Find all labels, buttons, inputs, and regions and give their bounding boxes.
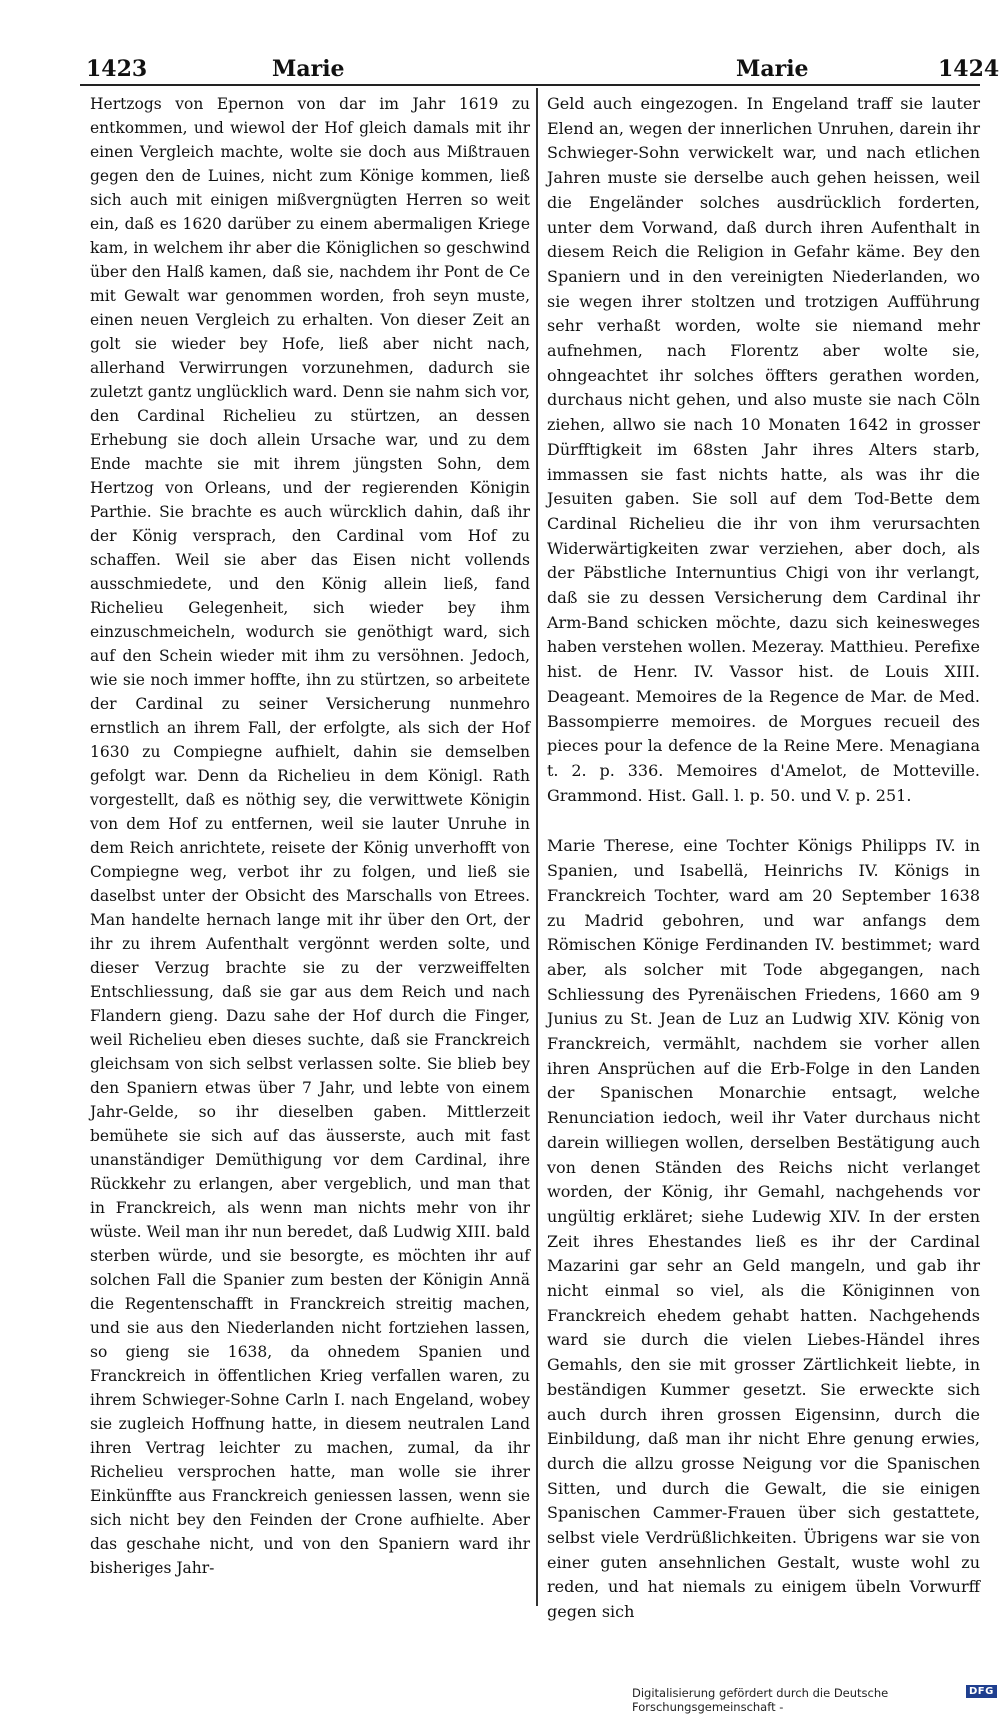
left-paragraph: Hertzogs von Epernon von dar im Jahr 1619 zu entkommen, und wiewol der Hof gleich damals mit ihr einen Vergleich machte, wolte sie doch aus Mißtrauen gegen den de Luines, nicht zum Könige kommen, ließ sich auch mit einigen mißvergnügten Herren so weit ein, daß es 1620 darüber zu einem abermaligen Kriege kam, in welchem ihr aber die Königlichen so geschwind über den Halß kamen, daß sie, nachdem ihr Pont de Ce mit Gewalt war genommen worden, froh seyn muste, einen neuen Vergleich zu erhalten. Von dieser Zeit an golt sie wieder bey Hofe, ließ aber nicht nach, allerhand Verwirrungen vorzunehmen, dadurch sie zuletzt gantz unglücklich ward. Denn sie nahm sich vor, den Cardinal Richelieu zu stürtzen, an dessen Erhebung sie doch allein Ursache war, und zu dem Ende machte sie mit ihrem jüngsten Sohn, dem Hertzog von Orleans, und der regierenden Königin Parthie. Sie brachte es auch würcklich dahin, daß ihr der König versprach, den Cardinal vom Hof zu schaffen. Weil sie aber das Eisen nicht vollends ausschmiedete, und den König allein ließ, fand Richelieu Gelegenheit, sich wieder bey ihm einzuschmeicheln, wodurch sie genöthigt ward, sich auf den Schein wieder mit ihm zu versöhnen. Jedoch, wie sie noch immer hoffte, ihn zu stürtzen, so arbeitete der Cardinal zu seiner Versicherung nunmehro ernstlich an ihrem Fall, der erfolgte, als sich der Hof 1630 zu Compiegne aufhielt, dahin sie demselben gefolgt war. Denn da Richelieu in dem Königl. Rath vorgestellt, daß es nöthig sey, die verwittwete Königin von dem Hof zu entfernen, weil sie lauter Unruhe in dem Reich anrichtete, reisete der König unverhofft von Compiegne weg, verbot ihr zu folgen, und ließ sie daselbst unter der Obsicht des Marschalls von Etrees. Man handelte hernach lange mit ihr über den Ort, der ihr zu ihrem Aufenthalt vergönnt werden solte, und dieser Verzug brachte sie zu der verzweiffelten Entschliessung, daß sie gar aus dem Reich und nach Flandern gieng. Dazu sahe der Hof durch die Finger, weil Richelieu eben dieses suchte, daß sie Franckreich gleichsam von sich selbst verlassen solte. Sie blieb bey den Spaniern etwas über 7 Jahr, und lebte von einem Jahr-Gelde, so ihr dieselben gaben. Mittlerzeit bemühete sie sich auf das äusserste, auch mit fast unanständiger Demüthigung vor dem Cardinal, ihre Rückkehr zu erlangen, aber vergeblich, und man that in Franckreich, als wenn man nichts mehr von ihr wüste. Weil man ihr nun beredet, daß Ludwig XIII. bald sterben würde, und sie besorgte, es möchten ihr auf solchen Fall die Spanier zum besten der Königin Annä die Regentenschafft in Franckreich streitig machen, und sie aus den Niederlanden nicht fortziehen lassen, so gieng sie 1638, da ohnedem Spanien und Franckreich in öffentlichen Krieg verfallen waren, zu ihrem Schwieger-Sohne Carln I. nach Engeland, wobey sie zugleich Hoffnung hatte, in diesem neutralen Land ihren Vertrag leichter zu machen, zumal, da ihr Richelieu versprochen hatte, man wolle sie ihrer Einkünffte aus Franckreich geniessen lassen, wenn sie sich nicht bey den Feinden der Crone aufhielte. Aber das geschahe nicht, und von den Spaniern ward ihr bisheriges Jahr- — [90, 95, 530, 1577]
column-divider — [536, 88, 538, 1606]
page-number-left: 1423 — [86, 56, 148, 82]
page-number-right: 1424 — [938, 56, 1000, 82]
running-title-left: Marie — [272, 56, 345, 82]
right-column — [547, 92, 980, 1625]
dfg-logo: DFG — [966, 1685, 997, 1698]
digitization-footer: Digitalisierung gefördert durch die Deutsche Forschungsgemeinschaft - — [632, 1686, 889, 1714]
right-paragraph-marie-therese: Marie Therese, eine Tochter Königs Philipps IV. in Spanien, und Isabellä, Heinrichs IV. Königs in Franckreich Tochter, ward am 20 September 1638 zu Madrid gebohren, und war anfangs dem Römischen Könige Ferdinanden IV. bestimmet; ward aber, als solcher mit Tode abgegangen, nach Schliessung des Pyrenäischen Friedens, 1660 am 9 Junius zu St. Jean de Luz an Ludwig XIV. König von Franckreich, vermählt, nachdem sie vorher allen ihren Ansprüchen auf die Erb-Folge in den Landen der Spanischen Monarchie entsagt, welche Renunciation iedoch, weil ihr Vater durchaus nicht darein williegen wollen, derselben Bestätigung auch von denen Ständen des Reichs nicht verlanget worden, der König, ihr Gemahl, nachgehends vor ungültig erkläret; siehe Ludewig XIV. In der ersten Zeit ihres Ehestandes ließ es ihr der Cardinal Mazarini gar sehr an Geld mangeln, und gab ihr nicht einmal so viel, als die Königinnen von Franckreich ehedem gehabt hatten. Nachgehends ward sie durch die vielen Liebes-Händel ihres Gemahls, den sie mit grosser Zärtlichkeit liebte, in beständigen Kummer gesetzt. Sie erweckte sich auch durch ihren grossen Eigensinn, durch die Einbildung, daß man ihr nicht Ehre genung erwies, durch die allzu grosse Neigung vor die Spanischen Sitten, und durch die Gewalt, die sie einigen Spanischen Cammer-Frauen über sich gestattete, selbst viele Verdrüßlichkeiten. Übrigens war sie von einer guten ansehnlichen Gestalt, wuste wohl zu reden, und hat niemals zu einigem übeln Vorwurff gegen sich — [547, 836, 980, 1622]
right-paragraph-marie-medici-end: Geld auch eingezogen. In Engeland traff sie lauter Elend an, wegen der innerlichen Unruhen, darein ihr Schwieger-Sohn verwickelt war, und nach etlichen Jahren muste sie derselbe auch gehen heissen, weil die Engeländer solches ausdrücklich forderten, unter dem Vorwand, daß durch ihren Aufenthalt in diesem Reich die Religion in Gefahr käme. Bey den Spaniern und in den vereinigten Niederlanden, wo sie wegen ihrer stoltzen und trotzigen Aufführung sehr verhaßt worden, wolte sie niemand mehr aufnehmen, nach Florentz aber wolte sie, ohngeachtet ihr solches öffters gerathen worden, durchaus nicht gehen, und also muste sie nach Cöln ziehen, allwo sie nach 10 Monaten 1642 in grosser Dürfftigkeit im 68sten Jahr ihres Alters starb, immassen sie fast nichts hatte, als was ihr die Jesuiten gaben. Sie soll auf dem Tod-Bette dem Cardinal Richelieu die ihr von ihm verursachten Widerwärtigkeiten zwar verziehen, aber doch, als der Päbstliche Internuntius Chigi von ihr verlangt, daß sie zu dessen Versicherung dem Cardinal ihr Arm-Band schicken möchte, dazu sich keinesweges haben verstehen wollen. Mezeray. Matthieu. Perefixe hist. de Henr. IV. Vassor hist. de Louis XIII. Deageant. Memoires de la Regence de Mar. de Med. Bassompierre memoires. de Morgues recueil des pieces pour la defence de la Reine Mere. Menagiana t. 2. p. 336. Memoires d'Amelot, de Motteville. Grammond. Hist. Gall. l. p. 50. und V. p. 251. — [547, 94, 980, 805]
left-column — [90, 92, 530, 1580]
header-rule — [80, 84, 980, 86]
running-title-right: Marie — [736, 56, 809, 82]
